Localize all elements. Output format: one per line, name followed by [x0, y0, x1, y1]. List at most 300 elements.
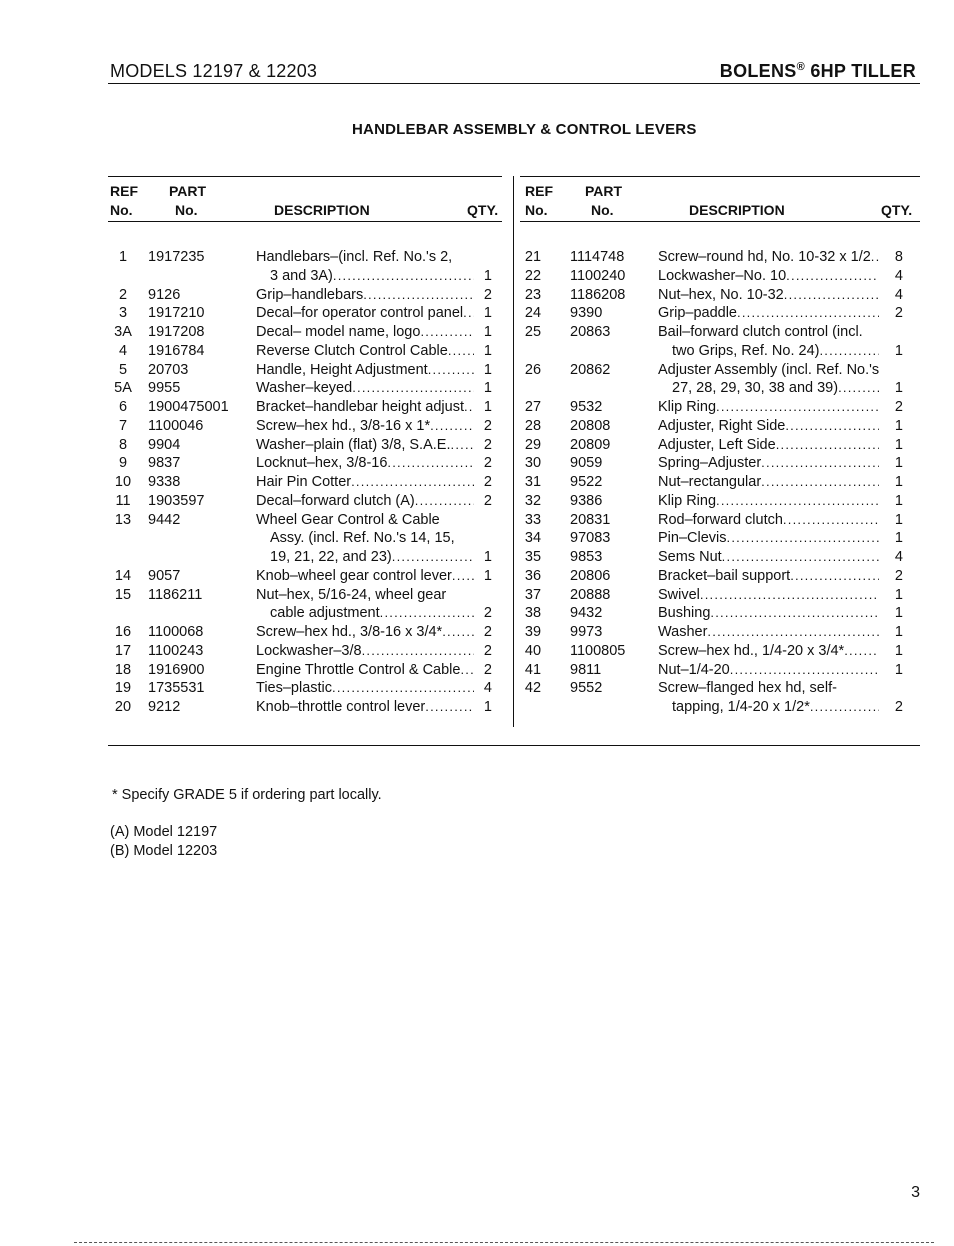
- parts-row: [108, 698, 498, 717]
- dot-leader: [707, 623, 879, 642]
- ref-number: 9: [118, 455, 128, 472]
- models-heading: MODELS 12197 & 12203: [110, 61, 318, 81]
- description-line: tapping, 1/4-20 x 1/2*: [672, 699, 810, 715]
- table-top-rule-right: [520, 176, 920, 177]
- part-description: [658, 454, 879, 473]
- description-line: Nut–1/4-20: [658, 661, 730, 678]
- part-description: [658, 586, 879, 605]
- part-description: [658, 548, 879, 567]
- part-description: [658, 604, 879, 623]
- description-line: Decal– model name, logo: [256, 324, 421, 340]
- description-line: Reverse Clutch Control Cable: [256, 342, 448, 359]
- ref-number: 15: [114, 586, 132, 603]
- quantity: 2: [483, 492, 492, 509]
- dot-leader: [844, 642, 879, 661]
- parts-row: [520, 492, 915, 511]
- description-line: Handle, Height Adjustment: [256, 361, 428, 378]
- ref-number: 36: [524, 567, 542, 584]
- part-description: [256, 417, 474, 436]
- part-description: [658, 361, 879, 399]
- dot-leader: [448, 342, 474, 361]
- ref-number: 21: [524, 249, 542, 265]
- part-number: 9390: [570, 305, 603, 322]
- quantity: 2: [894, 399, 903, 415]
- description-line: Sems Nut: [658, 549, 722, 565]
- header-bottom-rule-right: [520, 221, 920, 222]
- ref-number: 13: [114, 511, 132, 528]
- quantity: 8: [894, 249, 903, 265]
- quantity: 2: [894, 305, 903, 322]
- part-number: 9522: [570, 474, 603, 490]
- part-number: 9126: [148, 286, 181, 303]
- parts-row: [520, 304, 915, 323]
- part-number: 1114748: [570, 249, 625, 265]
- table-bottom-rule: [108, 745, 920, 746]
- part-number: 20862: [570, 361, 611, 378]
- dot-leader: [363, 286, 474, 305]
- dot-leader: [783, 511, 879, 530]
- ref-number: 41: [524, 661, 542, 678]
- dot-leader: [428, 361, 474, 380]
- qty-header-right: QTY.: [881, 202, 913, 218]
- parts-row: [108, 567, 498, 586]
- description-line: Assy. (incl. Ref. No.'s 14, 15,: [270, 530, 455, 547]
- description-line: Hair Pin Cotter: [256, 474, 352, 490]
- description-line: Lockwasher–3/8: [256, 642, 362, 659]
- part-number: 9904: [148, 436, 181, 453]
- parts-row: [520, 267, 915, 286]
- ref-number: 33: [524, 511, 542, 528]
- ref-number: 32: [524, 492, 542, 509]
- parts-row: [108, 398, 498, 417]
- part-number: 1186211: [148, 586, 203, 603]
- part-description: [256, 492, 474, 511]
- dot-leader: [442, 623, 474, 642]
- dot-leader: [464, 398, 474, 417]
- dot-leader: [463, 304, 474, 323]
- part-number: 9811: [570, 661, 602, 678]
- parts-list-right: [520, 248, 915, 717]
- parts-row: [520, 286, 915, 305]
- part-number: 9442: [148, 511, 181, 528]
- ref-number: 3A: [114, 324, 132, 340]
- part-description: [658, 511, 879, 530]
- ref-number: 28: [524, 417, 542, 434]
- part-description: [256, 567, 474, 586]
- dot-leader: [387, 454, 474, 473]
- description-line: Screw–hex hd., 3/8-16 x 1*: [256, 417, 431, 434]
- ref-number: 10: [114, 474, 132, 490]
- ref-number: 6: [118, 399, 128, 415]
- dot-leader: [710, 604, 879, 623]
- description-line: Decal–forward clutch (A): [256, 492, 415, 509]
- description-line: 19, 21, 22, and 23): [270, 549, 392, 565]
- dot-leader: [425, 698, 474, 717]
- description-line: Knob–wheel gear control lever: [256, 567, 452, 584]
- brand-name: BOLENS: [719, 61, 797, 81]
- quantity: 1: [483, 361, 492, 378]
- parts-row: [108, 511, 498, 567]
- part-description: [256, 642, 474, 661]
- dot-leader: [786, 267, 879, 286]
- quantity: 1: [483, 324, 492, 340]
- registered-mark: ®: [796, 61, 805, 73]
- ref-number: 18: [114, 661, 132, 678]
- ref-number: 25: [524, 324, 542, 340]
- part-description: [256, 473, 474, 492]
- quantity: 1: [894, 624, 903, 640]
- description-line: Nut–rectangular: [658, 474, 762, 490]
- ref-number: 19: [114, 680, 132, 697]
- description-header-left: DESCRIPTION: [274, 202, 370, 218]
- quantity: 1: [894, 380, 903, 397]
- table-top-rule-left: [108, 176, 502, 177]
- quantity: 1: [483, 699, 492, 715]
- part-description: [658, 436, 879, 455]
- description-line: 3 and 3A): [270, 267, 333, 284]
- description-header-right: DESCRIPTION: [689, 202, 785, 218]
- part-number: 9057: [148, 567, 181, 584]
- part-number: 9386: [570, 492, 603, 509]
- description-line: Washer–plain (flat) 3/8, S.A.E.: [256, 436, 451, 453]
- part-description: [256, 586, 474, 624]
- page-bottom-rule: [74, 1242, 934, 1243]
- dot-leader: [352, 379, 474, 398]
- dot-leader: [784, 286, 879, 305]
- column-divider: [513, 176, 514, 727]
- ref-number: 31: [524, 474, 542, 490]
- parts-row: [520, 661, 915, 680]
- product-name: 6HP TILLER: [810, 61, 916, 81]
- model-b-note: (B) Model 12203: [110, 843, 218, 859]
- ref-number: 35: [524, 549, 542, 565]
- ref-number: 2: [118, 286, 128, 303]
- part-description: [658, 642, 879, 661]
- part-description: [658, 398, 879, 417]
- quantity: 2: [483, 605, 492, 622]
- part-number: 1100046: [148, 417, 204, 434]
- parts-row: [520, 679, 915, 717]
- part-description: [256, 511, 474, 567]
- quantity: 4: [894, 549, 903, 565]
- ref-number: 8: [118, 436, 128, 453]
- part-description: [658, 623, 879, 642]
- ref-number: 5A: [114, 380, 132, 397]
- ref-number: 34: [524, 530, 542, 547]
- part-number: 1903597: [148, 492, 205, 509]
- description-line: Swivel: [658, 586, 700, 603]
- description-line: Grip–handlebars: [256, 286, 364, 303]
- dot-leader: [722, 548, 879, 567]
- quantity: 2: [894, 567, 903, 584]
- quantity: 1: [483, 305, 492, 322]
- description-line: Grip–paddle: [658, 305, 737, 322]
- part-number: 9552: [570, 680, 603, 697]
- quantity: 1: [483, 399, 492, 415]
- part-number: 20831: [570, 511, 611, 528]
- part-description: [256, 698, 474, 717]
- ref-number: 17: [114, 642, 132, 659]
- quantity: 2: [483, 474, 492, 490]
- part-description: [256, 454, 474, 473]
- parts-row: [520, 642, 915, 661]
- description-line: Nut–hex, 5/16-24, wheel gear: [256, 586, 447, 603]
- ref-header-right: REF No.: [525, 183, 553, 218]
- description-line: Screw–hex hd., 1/4-20 x 3/4*: [658, 642, 845, 659]
- part-description: [256, 361, 474, 380]
- part-description: [658, 323, 879, 361]
- quantity: 2: [483, 436, 492, 453]
- header-rule: [108, 83, 920, 84]
- description-line: Knob–throttle control lever: [256, 699, 426, 715]
- part-number: 20703: [148, 361, 189, 378]
- dot-leader: [333, 267, 474, 286]
- dot-leader: [700, 586, 879, 605]
- description-line: Wheel Gear Control & Cable: [256, 511, 440, 528]
- part-number: 9532: [570, 399, 603, 415]
- part-number: 9059: [570, 455, 603, 472]
- parts-row: [108, 361, 498, 380]
- quantity: 1: [483, 267, 492, 284]
- parts-row: [108, 417, 498, 436]
- quantity: 2: [483, 624, 492, 640]
- part-number: 97083: [570, 530, 611, 547]
- header-bottom-rule-left: [108, 221, 502, 222]
- ref-number: 26: [524, 361, 542, 378]
- ref-number: 38: [524, 605, 542, 622]
- dot-leader: [776, 436, 879, 455]
- dot-leader: [460, 661, 474, 680]
- description-line: Bracket–bail support: [658, 567, 791, 584]
- part-number: 1735531: [148, 680, 205, 697]
- quantity: 1: [894, 511, 903, 528]
- part-description: [256, 623, 474, 642]
- parts-row: [108, 679, 498, 698]
- part-description: [256, 679, 474, 698]
- quantity: 1: [894, 342, 903, 359]
- dot-leader: [716, 398, 879, 417]
- part-number: 1916784: [148, 342, 205, 359]
- ref-number: 16: [114, 624, 132, 640]
- part-description: [658, 567, 879, 586]
- dot-leader: [430, 417, 474, 436]
- parts-row: [520, 398, 915, 417]
- parts-row: [520, 604, 915, 623]
- ref-number: 5: [118, 361, 128, 378]
- ref-number: 29: [524, 436, 542, 453]
- quantity: 1: [483, 549, 492, 565]
- quantity: 1: [894, 642, 903, 659]
- dot-leader: [362, 642, 474, 661]
- part-number: 1900475001: [148, 399, 229, 415]
- part-description: [658, 248, 879, 267]
- part-header-right: PART No.: [585, 183, 623, 218]
- quantity: 1: [483, 567, 492, 584]
- description-line: Pin–Clevis: [658, 530, 727, 547]
- section-title: HANDLEBAR ASSEMBLY & CONTROL LEVERS: [352, 121, 697, 138]
- parts-row: [108, 323, 498, 342]
- ref-number: 20: [114, 699, 132, 715]
- part-number: 20806: [570, 567, 611, 584]
- description-line: Adjuster, Left Side: [658, 436, 776, 453]
- description-line: 27, 28, 29, 30, 38 and 39): [672, 380, 839, 397]
- description-line: Bushing: [658, 605, 711, 622]
- part-number: 1917235: [148, 249, 205, 265]
- part-description: [256, 398, 474, 417]
- qty-header-left: QTY.: [467, 202, 499, 218]
- description-line: Klip Ring: [658, 399, 717, 415]
- part-description: [256, 661, 474, 680]
- part-number: 20888: [570, 586, 611, 603]
- quantity: 4: [894, 267, 903, 284]
- part-description: [256, 342, 474, 361]
- parts-row: [520, 323, 915, 361]
- brand-heading: [720, 61, 916, 82]
- ref-number: 40: [524, 642, 542, 659]
- ref-number: 14: [114, 567, 132, 584]
- quantity: 1: [894, 417, 903, 434]
- part-number: 20808: [570, 417, 611, 434]
- part-description: [658, 286, 879, 305]
- parts-row: [520, 567, 915, 586]
- part-description: [256, 248, 474, 286]
- ref-number: 39: [524, 624, 542, 640]
- dot-leader: [761, 454, 879, 473]
- part-description: [658, 267, 879, 286]
- description-line: cable adjustment: [270, 605, 380, 622]
- part-number: 1100805: [570, 642, 626, 659]
- description-line: Adjuster, Right Side: [658, 417, 786, 434]
- part-description: [658, 473, 879, 492]
- parts-row: [520, 361, 915, 399]
- part-number: 9432: [570, 605, 603, 622]
- description-line: Screw–round hd, No. 10-32 x 1/2: [658, 249, 871, 265]
- dot-leader: [392, 548, 474, 567]
- ref-number: 4: [118, 342, 128, 359]
- part-number: 9212: [148, 699, 181, 715]
- part-description: [658, 304, 879, 323]
- parts-row: [108, 304, 498, 323]
- quantity: 4: [894, 286, 903, 303]
- dot-leader: [810, 698, 879, 717]
- parts-row: [108, 342, 498, 361]
- description-line: Locknut–hex, 3/8-16: [256, 455, 388, 472]
- part-number: 9955: [148, 380, 181, 397]
- parts-row: [108, 248, 498, 286]
- grade-note: * Specify GRADE 5 if ordering part locally.: [112, 787, 382, 803]
- quantity: 2: [483, 642, 492, 659]
- ref-number: 11: [115, 492, 131, 509]
- ref-number: 22: [524, 267, 542, 284]
- parts-row: [108, 436, 498, 455]
- dot-leader: [351, 473, 474, 492]
- part-number: 1100240: [570, 267, 626, 284]
- parts-row: [520, 248, 915, 267]
- dot-leader: [838, 379, 879, 398]
- description-line: Washer–keyed: [256, 380, 353, 397]
- description-line: Rod–forward clutch: [658, 511, 783, 528]
- ref-number: 23: [524, 286, 542, 303]
- description-line: Spring–Adjuster: [658, 455, 762, 472]
- dot-leader: [452, 567, 474, 586]
- part-number: 9837: [148, 455, 181, 472]
- description-line: Engine Throttle Control & Cable: [256, 661, 461, 678]
- quantity: 2: [483, 455, 492, 472]
- part-description: [658, 661, 879, 680]
- quantity: 1: [894, 474, 903, 490]
- dot-leader: [332, 679, 474, 698]
- quantity: 1: [894, 605, 903, 622]
- part-number: 1916900: [148, 661, 205, 678]
- description-line: Bail–forward clutch control (incl.: [658, 324, 863, 340]
- part-description: [256, 436, 474, 455]
- quantity: 1: [894, 661, 903, 678]
- quantity: 2: [483, 417, 492, 434]
- part-number: 1917208: [148, 324, 205, 340]
- description-line: Handlebars–(incl. Ref. No.'s 2,: [256, 249, 453, 265]
- part-number: 20809: [570, 436, 611, 453]
- part-description: [658, 417, 879, 436]
- description-line: two Grips, Ref. No. 24): [672, 342, 820, 359]
- description-line: Screw–hex hd., 3/8-16 x 3/4*: [256, 624, 443, 640]
- parts-row: [108, 623, 498, 642]
- part-description: [658, 529, 879, 548]
- description-line: Decal–for operator control panel: [256, 305, 464, 322]
- quantity: 1: [483, 380, 492, 397]
- ref-number: 27: [524, 399, 542, 415]
- quantity: 1: [894, 530, 903, 547]
- parts-row: [520, 417, 915, 436]
- part-number: 9338: [148, 474, 181, 490]
- dot-leader: [380, 604, 474, 623]
- dot-leader: [451, 436, 475, 455]
- part-header-left: PART No.: [169, 183, 207, 218]
- parts-list-left: [108, 248, 498, 717]
- quantity: 1: [894, 586, 903, 603]
- part-number: 1186208: [570, 286, 626, 303]
- page-number: 3: [911, 1184, 920, 1201]
- parts-row: [520, 529, 915, 548]
- part-description: [658, 679, 879, 717]
- ref-number: 30: [524, 455, 542, 472]
- parts-row: [108, 642, 498, 661]
- part-number: 1100243: [148, 642, 204, 659]
- parts-row: [520, 473, 915, 492]
- ref-header-left: REF No.: [110, 183, 138, 218]
- part-number: 1100068: [148, 624, 204, 640]
- description-line: Screw–flanged hex hd, self-: [658, 680, 837, 697]
- part-number: 1917210: [148, 305, 205, 322]
- quantity: 1: [894, 455, 903, 472]
- description-line: Adjuster Assembly (incl. Ref. No.'s: [658, 361, 879, 378]
- dot-leader: [785, 417, 879, 436]
- dot-leader: [819, 342, 879, 361]
- quantity: 4: [483, 680, 492, 697]
- quantity: 1: [894, 492, 903, 509]
- part-description: [256, 379, 474, 398]
- dot-leader: [415, 492, 474, 511]
- parts-row: [520, 511, 915, 530]
- ref-number: 24: [524, 305, 542, 322]
- part-description: [256, 323, 474, 342]
- parts-row: [108, 454, 498, 473]
- parts-row: [520, 436, 915, 455]
- part-description: [658, 492, 879, 511]
- parts-row: [108, 492, 498, 511]
- description-line: Bracket–handlebar height adjust: [256, 399, 464, 415]
- parts-row: [108, 473, 498, 492]
- quantity: 1: [894, 436, 903, 453]
